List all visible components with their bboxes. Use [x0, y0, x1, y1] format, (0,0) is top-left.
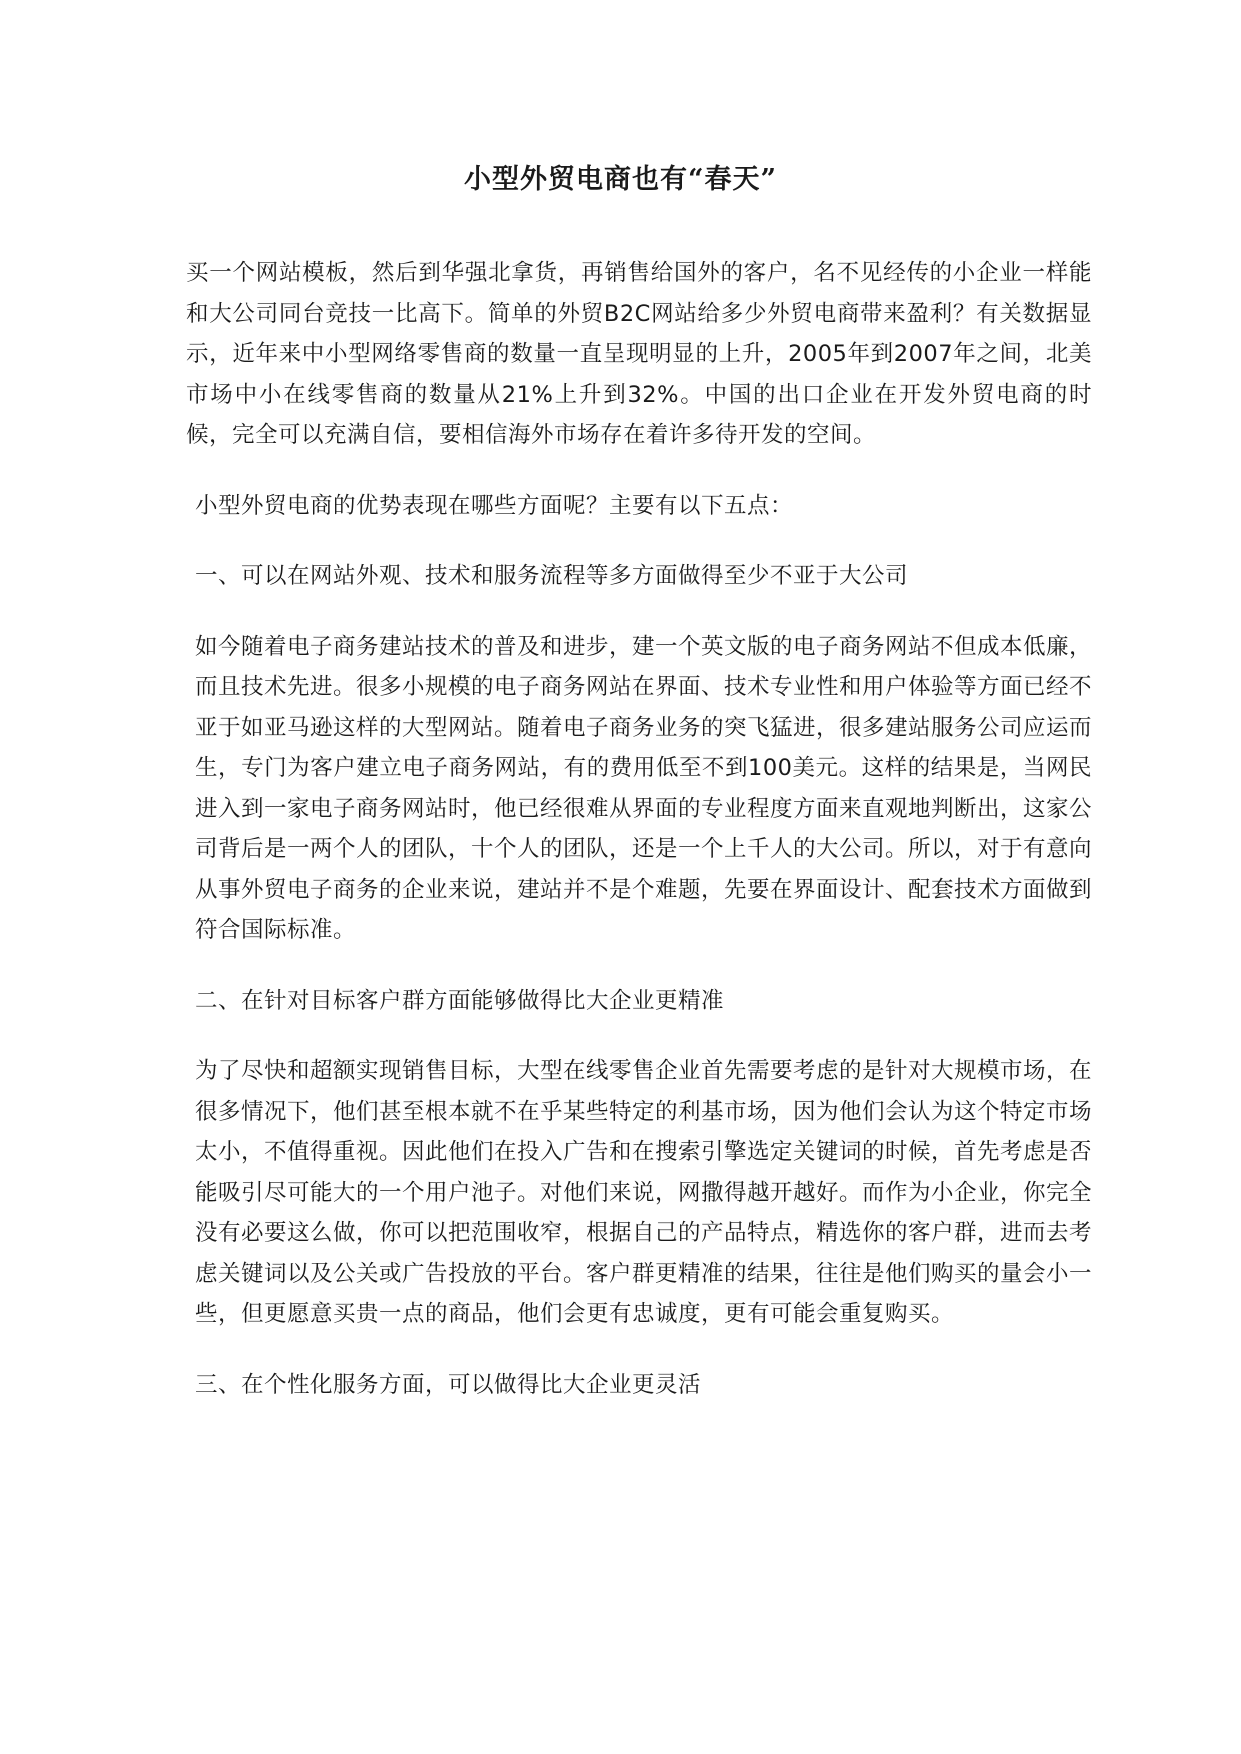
paragraph-section-1: 如今随着电子商务建站技术的普及和进步，建一个英文版的电子商务网站不但成本低廉，而且技术先进。很多小规模的电子商务网站在界面、技术专业性和用户体验等方面已经不亚于如亚马逊这样的大型网站。随着电子商务业务的突飞猛进，很多建站服务公司应运而生，专门为客户建立电子商务网站，有的费用低至不到100美元。这样的结果是，当网民进入到一家电子商务网站时，他已经很难从界面的专业程度方面来直观地判断出，这家公司背后是一两个人的团队，十个人的团队，还是一个上千人的大公司。所以，对于有意向从事外贸电子商务的企业来说，建站并不是个难题，先要在界面设计、配套技术方面做到符合国际标准。 — [195, 633, 1093, 943]
section-heading-1: 一、可以在网站外观、技术和服务流程等多方面做得至少不亚于大公司 — [195, 563, 909, 589]
paragraph-intro: 买一个网站模板，然后到华强北拿货，再销售给国外的客户，名不见经传的小企业一样能和大公司同台竞技一比高下。简单的外贸B2C网站给多少外贸电商带来盈利？有关数据显示，近年来中小型网络零售商的数量一直呈现明显的上升，2005年到2007年之间，北美市场中小在线零售商的数量从21%上升到32%。中国的出口企业在开发外贸电商的时候，完全可以充满自信，要相信海外市场存在着许多待开发的空间。 — [186, 260, 1092, 448]
section-heading-2: 二、在针对目标客户群方面能够做得比大企业更精准 — [195, 987, 725, 1014]
document-body — [186, 253, 1092, 1405]
document-title: 小型外贸电商也有“春天” — [463, 164, 778, 195]
paragraph-advantages-lead: 小型外贸电商的优势表现在哪些方面呢？主要有以下五点： — [195, 492, 794, 519]
paragraph-section-2: 为了尽快和超额实现销售目标，大型在线零售企业首先需要考虑的是针对大规模市场，在很多情况下，他们甚至根本就不在乎某些特定的利基市场，因为他们会认为这个特定市场太小，不值得重视。因此他们在投入广告和在搜索引擎选定关键词的时候，首先考虑是否能吸引尽可能大的一个用户池子。对他们来说，网撒得越开越好。而作为小企业，你完全没有必要这么做，你可以把范围收窄，根据自己的产品特点，精选你的客户群，进而去考虑关键词以及公关或广告投放的平台。客户群更精准的结果，往往是他们购买的量会小一些，但更愿意买贵一点的商品，他们会更有忠诚度，更有可能会重复购买。 — [195, 1058, 1093, 1327]
section-heading-3: 三、在个性化服务方面，可以做得比大企业更灵活 — [195, 1371, 702, 1398]
